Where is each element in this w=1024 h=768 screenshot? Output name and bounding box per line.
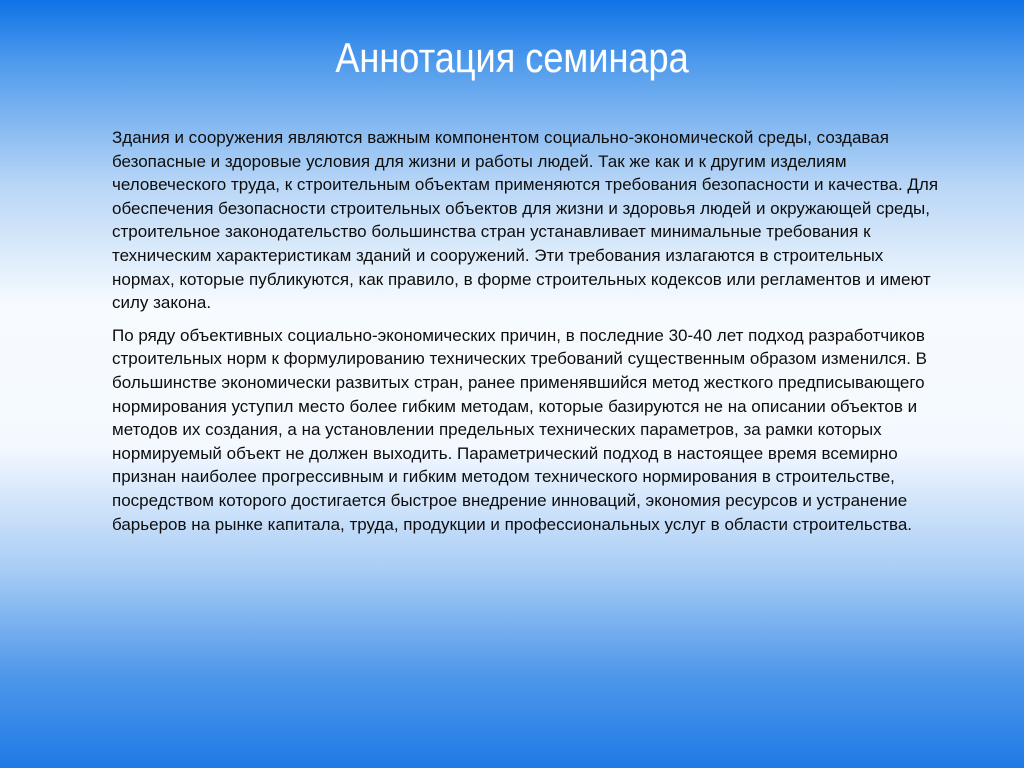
body-paragraph-2: По ряду объективных социально-экономических причин, в последние 30-40 лет подход разработчиков строительных норм к формулированию технических требований существенным образом изменился. В большинстве экономически развитых стран, ранее применявшийся метод жесткого предписывающего нормирования уступил место более гибким методам, которые базируются не на описании объектов и методов их создания, а на установлении предельных технических параметров, за рамки которых нормируемый объект не должен выходить. Параметрический подход в настоящее время всемирно признан наиболее прогрессивным и гибким методом технического нормирования в строительстве, посредством которого достигается быстрое внедрение инноваций, экономия ресурсов и устранение барьеров на рынке капитала, труда, продукции и профессиональных услуг в области строительства. xyxy=(112,325,927,534)
slide-body xyxy=(112,126,947,536)
slide-title: Аннотация семинара xyxy=(335,34,689,81)
body-paragraph-1: Здания и сооружения являются важным компонентом социально-экономической среды, создавая безопасные и здоровые условия для жизни и работы людей. Так же как и к другим изделиям человеческого труда, к строительным объектам применяются требования безопасности и качества. Для обеспечения безопасности строительных объектов для жизни и здоровья людей и окружающей среды, строительное законодательство большинства стран устанавливает минимальные требования к техническим характеристикам зданий и сооружений. Эти требования излагаются в строительных нормах, которые публикуются, как правило, в форме строительных кодексов или регламентов и имеют силу закона. xyxy=(112,128,939,313)
